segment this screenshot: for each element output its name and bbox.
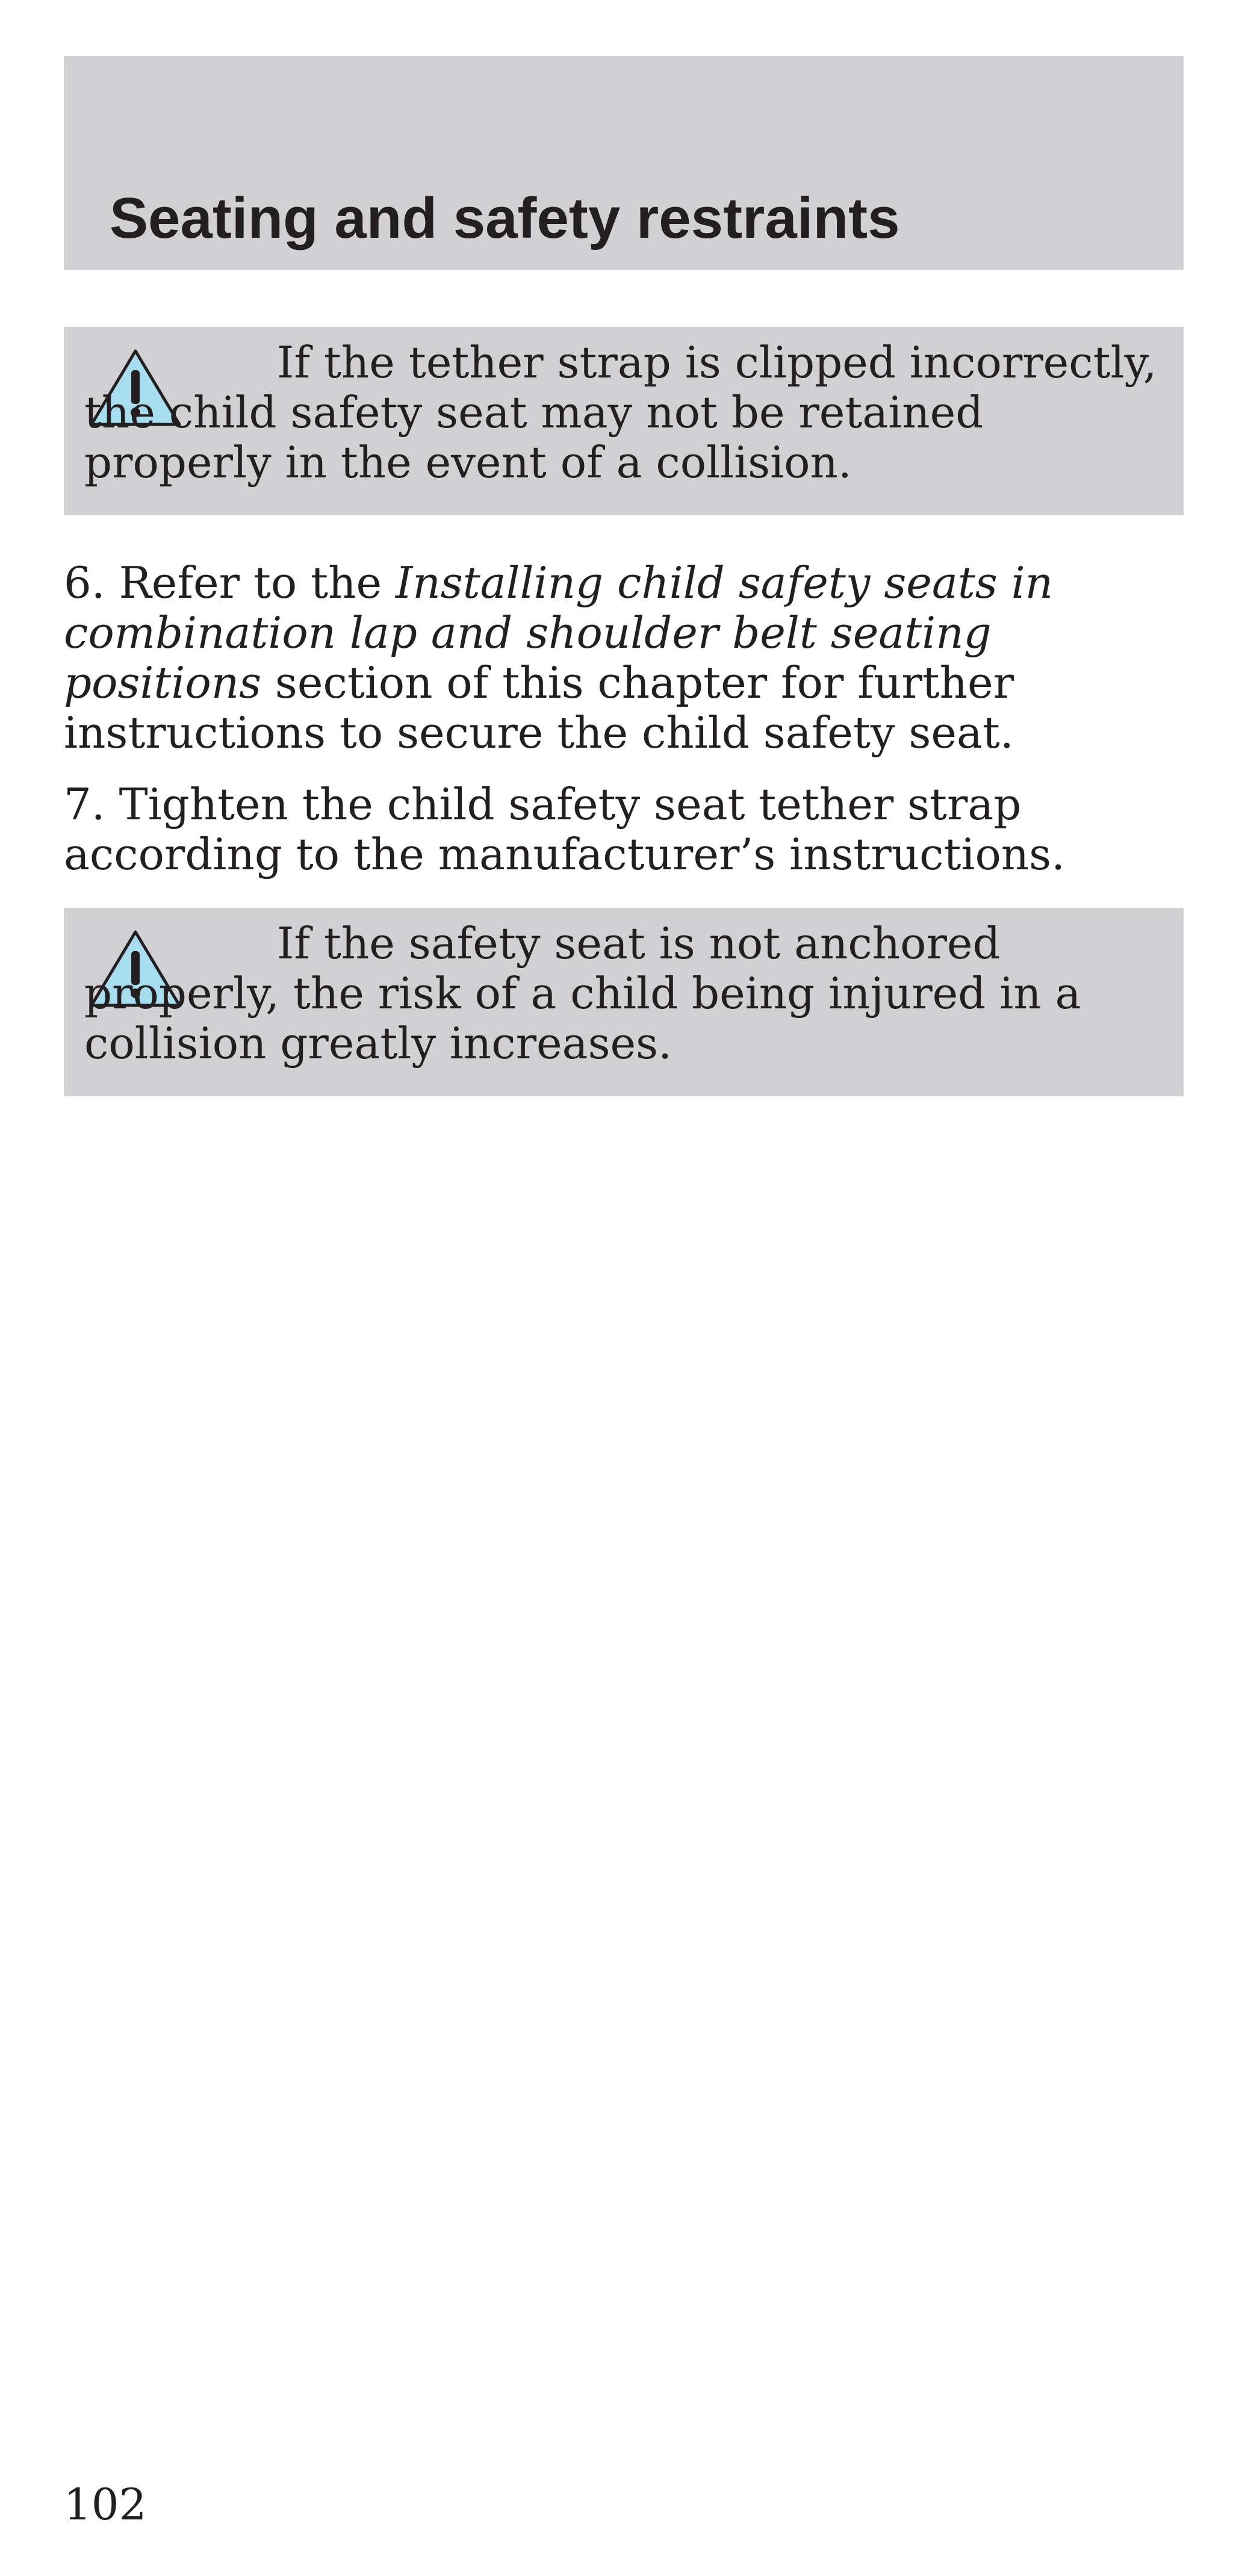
- step-7-paragraph: 7. Tighten the child safety seat tether strap according to the manufacturer’s instructions.: [64, 779, 1065, 880]
- warning-text: If the tether strap is clipped incorrectly, the child safety seat may not be retained properly in the event of a collision.: [84, 337, 1157, 488]
- section-title: Seating and safety restraints: [110, 186, 900, 250]
- warning-text: If the safety seat is not anchored properly, the risk of a child being injured in a collision greatly increases.: [84, 918, 1081, 1069]
- page-number: 102: [64, 2479, 147, 2530]
- step-6-section-reference: Installing child safety seats in combination lap and shoulder belt seating positions: [64, 557, 1053, 708]
- step-6-paragraph: [64, 558, 1184, 758]
- warning-box: [64, 908, 1184, 1096]
- step-6-prefix: 6. Refer to the: [64, 557, 396, 608]
- warning-box: [64, 327, 1184, 515]
- step-6-suffix: section of this chapter for further instructions to secure the child safety seat.: [64, 657, 1014, 758]
- section-header-band: [64, 56, 1184, 270]
